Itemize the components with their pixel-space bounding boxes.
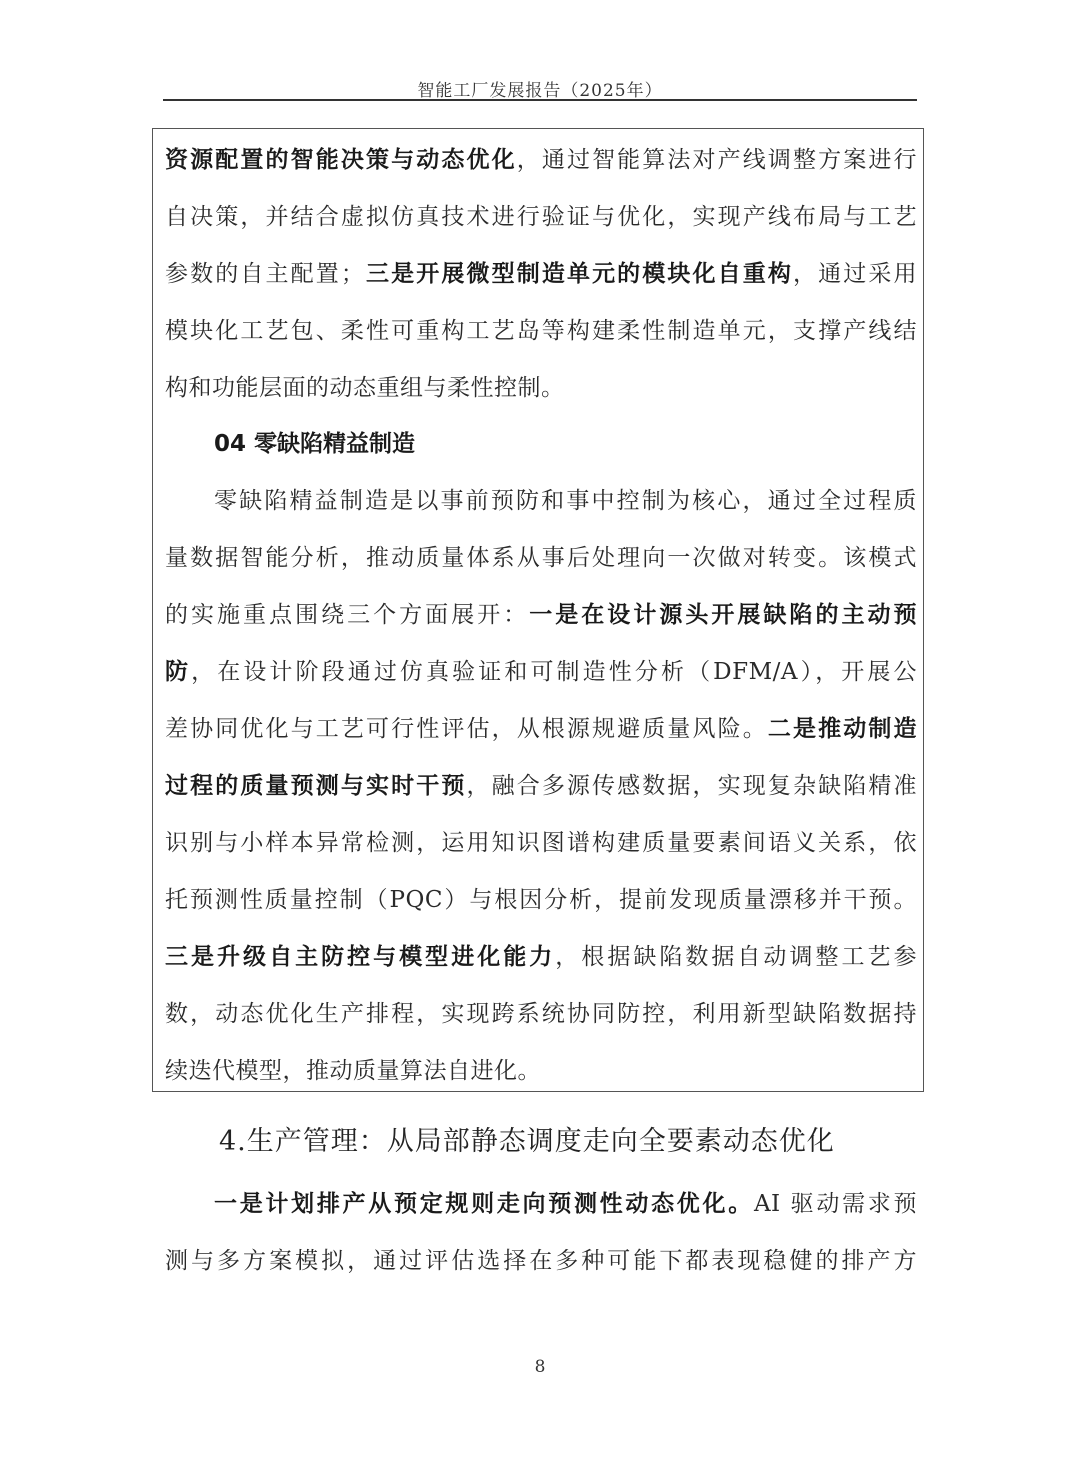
box-line-15: 数，动态优化生产排程，实现跨系统协同防控，利用新型缺陷数据持 <box>165 1001 917 1027</box>
subheading-04: 04 零缺陷精益制造 <box>214 431 416 457</box>
box-line-7: 量数据智能分析，推动质量体系从事后处理向一次做对转变。该模式 <box>165 545 917 571</box>
section-line-1 <box>214 1184 917 1224</box>
box-line-12: 识别与小样本异常检测，运用知识图谱构建质量要素间语义关系，依 <box>165 830 917 856</box>
page-number: 8 <box>534 1357 546 1377</box>
box-line-3 <box>165 254 917 294</box>
text-run: ，在设计阶段通过仿真验证和可制造性分析（DFM/A），开展公 <box>191 659 918 685</box>
box-line-6: 零缺陷精益制造是以事前预防和事中控制为核心，通过全过程质 <box>214 488 917 514</box>
box-line-9 <box>165 652 917 692</box>
bold-phrase: 一是在设计源头开展缺陷的主动预 <box>529 602 918 628</box>
text-run: ，融合多源传感数据，实现复杂缺陷精准 <box>466 773 918 799</box>
box-line-8 <box>165 595 917 635</box>
section-line-2: 测与多方案模拟，通过评估选择在多种可能下都表现稳健的排产方 <box>165 1248 917 1274</box>
bold-phrase: 过程的质量预测与实时干预 <box>165 773 467 799</box>
box-line-1 <box>165 140 917 180</box>
bold-phrase: 三是升级自主防控与模型进化能力 <box>165 944 556 970</box>
text-run: 参数的自主配置； <box>165 261 365 287</box>
text-run: AI 驱动需求预 <box>753 1191 917 1217</box>
box-line-5: 构和功能层面的动态重组与柔性控制。 <box>165 375 565 401</box>
box-line-4: 模块化工艺包、柔性可重构工艺岛等构建柔性制造单元，支撑产线结 <box>165 318 917 344</box>
text-run: 差协同优化与工艺可行性评估，从根源规避质量风险。 <box>165 716 768 742</box>
header-rule <box>163 99 917 101</box>
bold-phrase: 资源配置的智能决策与动态优化 <box>165 147 517 173</box>
bold-phrase: 二是推动制造 <box>767 716 918 742</box>
box-line-13: 托预测性质量控制（PQC）与根因分析，提前发现质量漂移并干预。 <box>165 887 917 913</box>
box-line-10 <box>165 709 917 749</box>
text-run: 的实施重点围绕三个方面展开： <box>165 602 530 628</box>
bold-phrase: 三是开展微型制造单元的模块化自重构 <box>364 261 794 287</box>
section-title: 4.生产管理：从局部静态调度走向全要素动态优化 <box>219 1126 835 1157</box>
text-run: ，通过智能算法对产线调整方案进行 <box>516 147 918 173</box>
text-run: ，根据缺陷数据自动调整工艺参 <box>555 944 918 970</box>
box-line-11 <box>165 766 917 806</box>
bold-phrase: 一是计划排产从预定规则走向预测性动态优化。 <box>214 1191 754 1217</box>
text-run: ，通过采用 <box>793 261 918 287</box>
box-line-14 <box>165 937 917 977</box>
box-line-2: 自决策，并结合虚拟仿真技术进行验证与优化，实现产线布局与工艺 <box>165 204 917 230</box>
running-header: 智能工厂发展报告（2025年） <box>417 81 663 101</box>
box-line-16: 续迭代模型，推动质量算法自进化。 <box>165 1058 541 1084</box>
bold-phrase: 防 <box>165 659 192 685</box>
